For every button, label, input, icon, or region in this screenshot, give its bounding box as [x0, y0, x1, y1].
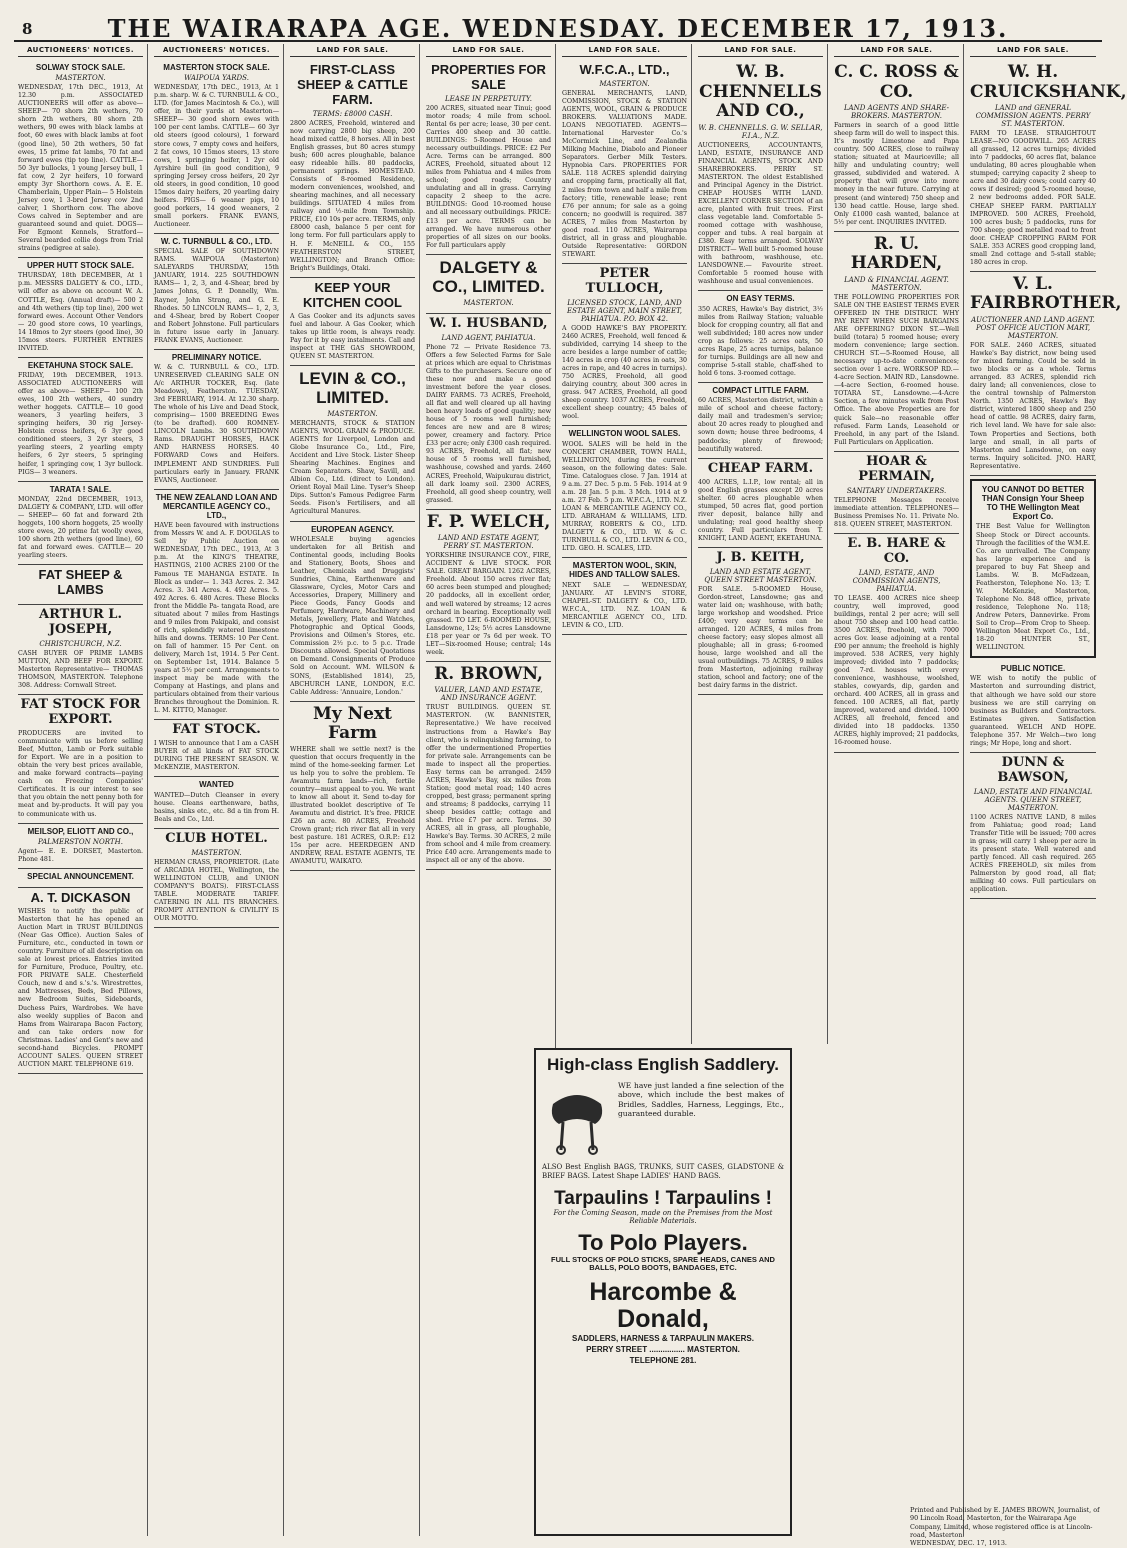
advertisement: [970, 272, 1122, 476]
advertisement-body: NEXT SALE — WEDNESDAY, JANUARY. AT LEVIN'S STORE, CHAPEL-ST. DALGETY & CO., LTD. W.F.C.A., LTD. N.Z. LOAN & MERCANTILE AGENCY CO., LTD. LEVIN & CO., LTD.: [562, 581, 687, 629]
advertisement-title: A. T. DICKASON: [30, 890, 131, 906]
column-7: [830, 44, 964, 1536]
column-header: LAND FOR SALE.: [834, 44, 959, 57]
advertisement-title: CLUB HOTEL.: [165, 830, 268, 846]
column-header: LAND FOR SALE.: [698, 44, 823, 57]
advertisement-title: F. P. WELCH,: [426, 511, 551, 532]
advertisement: [154, 490, 279, 721]
advertisement-title: MEILSOP, ELIOTT AND CO.,: [27, 826, 134, 836]
advertisement: [18, 60, 143, 258]
advertisement-title: W. B. CHENNELLS AND CO.,: [699, 62, 822, 122]
advertisement-body: WHERE shall we settle next? is the question that occurs frequently in the mind of the home-seeking farmer. Let us help you to solve the problem. Te Awamutu farm lands—rich, fertile country—must appeal to you. We want to know all about it. Send to-day for illustrated booklet descriptive of Te Awamutu and district. It's free. PRICE £26 an acre. 80 ACRES, Freehold Crown grant; rich river flat all in very best pasture. 181 ACRES, O.R.P.: £12 15s per acre. HEERDEGEN AND ANDREW, REAL ESTATE AGENTS, TE AWAMUTU, WAIKATO.: [290, 745, 415, 866]
advertisement: [562, 558, 687, 635]
advertisement: [698, 383, 823, 459]
imprint-text: Printed and Published by E. JAMES BROWN, Journalist, of 90 Lincoln Road, Masterton, for the Wairarapa Age Company, Limited, whose registered office is at Lincoln-road, Masterton.: [910, 1506, 1100, 1539]
advertisement-subtitle: AUCTIONEER AND LAND AGENT. POST OFFICE AUCTION MART, MASTERTON.: [971, 315, 1095, 340]
advertisement-title: WANTED: [199, 780, 234, 790]
advertisement-body: WE wish to notify the public of Masterton and surrounding district, that although we have sold our store business we are still carrying on business as Builders and Contractors. Estimates given. Satisfaction guaranteed. WELCH AND HOPE. Telephone 357. Mr Welch—two long rings; Mr Hope, long and short.: [970, 675, 1096, 747]
advertisement-title: SOLWAY STOCK SALE.: [35, 63, 126, 72]
advertisement-body: Phone 72 — Private Residence 73. Offers a few Selected Farms for Sale at prices which are equal to Christmas Gifts to the purchasers. Secure one of these now and make a good investment before the year closes. DAIRY FARMS. 73 ACRES, Freehold, all flat and well cleared up all having been heavy loads of good quality; new house of 5 rooms well furnished; fences are new and are 8 wires; power, creamery and factory. Price £33 per acre; only £300 cash required. 93 ACRES, Freehold, all flat; new house of 5 rooms well furnished, washhouse, cowshed and yards. 2460 ACRES, Freehold, Waipukurau district, all dark loamy soil. 2300 ACRES, Freehold, all good sheep country, well grassed.: [426, 343, 551, 504]
advertisement-subtitle: VALUER, LAND AND ESTATE, AND INSURANCE AGENT.: [434, 686, 543, 703]
publisher-imprint: [910, 1506, 1100, 1548]
column-1: [14, 44, 148, 1536]
advertisement: [18, 869, 143, 888]
advertisement: [154, 720, 279, 777]
advertisement-title: PETER TULLOCH,: [585, 265, 664, 296]
advertisement: [970, 479, 1096, 659]
advertisement-title: SPECIAL ANNOUNCEMENT.: [27, 871, 134, 881]
advertisement-body: TO LEASE. 400 ACRES nice sheep country, well improved, good buildings, rental 2 per acre; will sell about 750 sheep and 100 head cattle. 3500 ACRES, freehold, with 7000 acres Gov. lease adjoining at a rental £90 per annum; the freehold is highly improved. 538 ACRES, very highly improved; divided into 7 paddocks; good 7-rd. houses with every convenience, washhouse, woolshed, stables, cowyards, dip, garden and orchard. 400 ACRES, all in grass and fenced. 100 ACRES, all flat, partly improved, watered and divided. 1000 ACRES, all freehold, fenced and divided into 18 paddocks. 1350 ACRES, highly improved; 21 paddocks, 16-roomed house.: [834, 594, 960, 747]
saddlery-title: High-class English Saddlery.: [546, 1055, 780, 1074]
advertisement-subtitle: MASTERTON.: [327, 409, 378, 418]
advertisement-body: CASH BUYER OF PRIME LAMBS MUTTON, AND BEEF FOR EXPORT. Masterton Representative— THOMAS THOMSON, MASTERTON. Telephone 308. Address: Cornwall Street.: [18, 649, 143, 690]
advertisement: [834, 60, 959, 232]
advertisement-title: TARATA ! SALE.: [49, 484, 112, 494]
advertisement-body: WANTED—Dutch Cleanser in every house. Cleans earthenware, baths, basins, sinks etc., etc. 8d a tin from H. Beals and Co., Ltd.: [154, 791, 279, 823]
column-6: [694, 44, 828, 1044]
advertisement-title: FAT STOCK FOR EXPORT.: [20, 697, 141, 728]
saddlery-phone: TELEPHONE 281.: [629, 1356, 697, 1366]
advertisement-body: 200 ACRES, situated near Tinui; good motor roads; 4 mile from school. Rental 6s per acre; lease, 30 per cent. Carries 400 sheep and 30 cattle. BUILDINGS: 5-Roomed House and necessary outbuildings. PRICE: £2 Per Acre. Terms can be arranged. 800 ACRES, Freehold, situated about 12 miles from Pahiatua and 4 miles from school; good roads; Country undulating and all in grass. Carrying capacity 2 sheep to the acre. BUILDINGS: Good 10-roomed house and all necessary outbuildings. PRICE: £13 per acre. TERMS can be arranged. We have numerous other properties of all sizes on our books. For full particulars apply: [426, 104, 551, 249]
masthead: [14, 14, 1102, 42]
advertisement: [18, 482, 143, 566]
polo-heading: To Polo Players.: [578, 1230, 748, 1256]
advertisement-body: FRIDAY, 19th DECEMBER, 1913. ASSOCIATED AUCTIONEERS will offer as above— SHEEP— 100 2th ewes, 100 2th wethers, 40 sundry wether hoggets. CATTLE— 10 good weaners, 3 yearling heifers, 3 springing heifers, 30 rig Jersey-Holstein cross heifers, 6 3yr good conditioned steers, 3 2yr steers, 3 yearling steers, 2 yearling empty heifers, 6 2yr steers, 5 springing heifer, 1 springing cow, 1 3yr bullock. PIGS— 3 weaners.: [18, 372, 143, 476]
advertisement: [290, 278, 415, 366]
newspaper-title: THE WAIRARAPA AGE. WEDNESDAY. DECEMBER 17, 1913.: [107, 14, 1009, 43]
column-header: AUCTIONEERS' NOTICES.: [18, 44, 143, 57]
advertisement-title: My Next Farm: [313, 703, 392, 744]
advertisement-body: WISHES to notify the public of Masterton that he has opened an Auction Mart in TRUST BUILDINGS (Near Gas Office). Auction Sales of Furniture, etc., conducted in town or country. Furniture of all description on sale at lowest prices. Entries invited for Furniture, Produce, Poultry, etc. FOR PRIVATE SALE. Chesterfield Couch, new d and s.'s.'s. Wirestrettes, and Mattresses, Beds, Bed Pillows, new Bedroom Suites, Sideboards, Duchess Pairs, Wardrobes. We have also weekly supplies of Bacon and Hams from Wairarapa Bacon Factory, and can take orders now for Christmas. Ladies' and Gent's new and second-hand Bicycles. PROMPT ACCOUNT SALES. QUEEN STREET AUCTION MART. TELEPHONE 619.: [18, 907, 143, 1068]
advertisement-title: KEEP YOUR KITCHEN COOL: [303, 279, 402, 310]
advertisement-title: E. B. HARE & CO.: [847, 535, 946, 566]
advertisement: [290, 60, 415, 278]
advertisement-body: HAVE been favoured with instructions from Messrs W. and A. F. DOUGLAS to Sell by Public Auction on WEDNESDAY, 17th DEC., 1913, At 3 p.m. At the KING'S THEATRE, HASTINGS, 2100 ACRES 2100 Of the Famous TE MAHANGA ESTATE. In Block as under— 1. 343 Acres. 2. 342 Acres. 3. 341 Acres. 4. 492 Acres. 5. 492 Acres. 6. 480 Acres. These Blocks front the Middle Pa- tangata Road, are situated about 7 miles from Hastings and 9 miles from Pakipaki, and consist of rich, splendidly watered limestone hills and downs. TERMS: 10 Per Cent. on fall of hammer. 15 Per Cent. on delivery, March 1st, 1914. 5 Per Cent. on September 1st, 1914. Balance 5 years at 5½ per cent. Arrangements to inspect may be made with the Company at Hastings, and plans and particulars obtained from their various Branches throughout the Dominion. R. L. M. KITTO, Manager.: [154, 522, 279, 715]
advertisement-title: THE NEW ZEALAND LOAN AND MERCANTILE AGENCY CO., LTD.,: [155, 492, 278, 521]
advertisement-body: GENERAL MERCHANTS, LAND, COMMISSION, STOCK & STATION AGENTS, WOOL, GRAIN & PRODUCE BROKERS. VALUATIONS MADE. LOANS NEGOTIATED. AGENTS—International Harvester Co.'s McCormick Line, and Zealandia Milking Machine, Diabolo and Pioneer Separators. Gerber Milk Testers. Hypnobia Cars. PROPERTIES FOR SALE. 118 ACRES splendid dairying and cropping farm, practically all flat, 2 miles from town and half a mile from factory; title, renewable lease; rent £76 per annum; for sale as a going concern; no goodwill is required. 387 ACRES, 7 miles from Masterton by good road. 110 ACRES, Wairarapa district, all in grass and ploughable. Outside Representative: GORDON STEWART.: [562, 89, 687, 258]
advertisement-body: 1100 ACRES NATIVE LAND, 8 miles from Pahiatua; good road; Land Transfer Title will be issued; 700 acres in grass; will carry 1 sheep per acre in its present state. Well watered and partly fenced. All cash required. 265 ACRES FREEHOLD, six miles from Palmerston by good road, all flat; milking 40 cows. Full particulars on application.: [970, 813, 1096, 894]
advertisement: [834, 232, 959, 452]
advertisement-body: THURSDAY, 18th DECEMBER, At 1 p.m. MESSRS DALGETY & CO., LTD., will offer as above on account W. A. COTTLE, Esq. (Annual draft)— 500 2 and 4th wethers (tip top line), 200 wet forward ewes. Account Other Vendors— 20 good store cows, 10 yearlings, 14 18mos to 2yr steers (good line), 30 15mos steers. FURTHER ENTRIES INVITED.: [18, 272, 143, 352]
advertisement-body: A Gas Cooker and its adjuncts saves fuel and labour. A Gas Cooker, which takes up little room, is always ready. Pay for it by easy instalments. Call and inspect at THE GAS SHOWROOM, QUEEN ST. MASTERTON.: [290, 312, 415, 360]
advertisement-body: SPECIAL SALE OF SOUTHDOWN RAMS. WAIPOUA (Masterton) SALEYARDS THURSDAY, 15th JANUARY, 1914. 225 SOUTHDOWN RAMS— 1, 2, 3, and 4-Shear, bred by James Johns, G. P. Donnelly, Wm. Rayner, John Strang, and G. E. Rhodes. 50 LINCOLN RAMS— 1, 2, 3, and 4-Shear, bred by Robert Cooper and Robert Johnstone. Full particulars in future issue early in January. FRANK EVANS, Auctioneer.: [154, 248, 279, 344]
column-3: [286, 44, 420, 1536]
advertisement: [970, 753, 1096, 899]
saddlery-bags: ALSO Best English BAGS, TRUNKS, SUIT CASES, GLADSTONE & BRIEF BAGS. Latest Shape LADIES' HAND BAGS.: [542, 1162, 784, 1180]
advertisement: [18, 695, 143, 823]
advertisement-title: FIRST-CLASS SHEEP & CATTLE FARM.: [297, 62, 408, 107]
advertisement-body: WEDNESDAY, 17th DEC., 1913, At 12.30 p.m. ASSOCIATED AUCTIONEERS will offer as above— SHEEP— 70 shorn 2th wethers, 70 shorn 2th wethers, 80 shorn 2th wethers, 90 ewes with black lambs at foot, 60 ewes with black lambs at foot (good line), 50 2th wethers, 50 fat ewes, 15 prime fat lambs, 70 fat and forward ewes (tip top line). CATTLE— 50 3yr bullocks, 1 young Jersey bull, 1 fat cow, 2 2yr heifers, 10 forward empty 3yr Shorthorn cows. A. E. E. Chamberlain, Upper Plain— 5 Holstein Jersey cow, 1 3-bred Jersey cow 2nd calver, 1 Shorthorn cow. The above Cows calved in September and are guaranteed sound and quiet. DOGS— For Egmont Kennels, Stratford— Several bearded collie dogs from Trial strains (pedigree at sale).: [18, 84, 143, 253]
advertisement-body: WOOL SALES will be held in the CONCERT CHAMBER, TOWN HALL, WELLINGTON, during the current season, on the following dates: Sale. Time. Catalogues close. 7 Jan. 1914 at 9 a.m. 27 Dec. 5 p.m. 5 Feb. 1914 at 9 a.m. 28 Jan. 5 p.m. 3 Mch. 1914 at 9 a.m. 27 Feb. 5 p.m. W.F.C.A., LTD. N.Z. LOAN & MERCANTILE AGENCY CO., LTD. ABRAHAM & WILLIAMS, LTD. MURRAY, ROBERTS & CO., LTD. DALGETY & CO., LTD. W. & C. TURNBULL & CO., LTD. LEVIN & CO., LTD. GEO. H. SCALES, LTD.: [562, 440, 687, 553]
advertisement-subtitle: LAND and GENERAL COMMISSION AGENTS. PERRY ST. MASTERTON.: [975, 104, 1091, 129]
advertisement: [698, 548, 823, 696]
advertisement-title: W.F.C.A., LTD.,: [579, 62, 670, 77]
advertisement-title: DUNN & BAWSON,: [997, 754, 1069, 785]
advertisement-subtitle: MASTERTON.: [55, 74, 106, 83]
advertisement-title: YOU CANNOT DO BETTER THAN Consign Your Sheep TO THE Wellington Meat Export Co.: [981, 484, 1085, 522]
advertisement-subtitle: WAIPOUA YARDS.: [184, 74, 249, 83]
advertisement-body: Farmers in search of a good little sheep farm will do well to inspect this. It's mostly Limestone and Papa country. 500 ACRES, close to railway station; situated at Mauriceville; all hilly and undulating country; well grassed, subdivided and watered. A property that will grow into more money in the near future. Carrying at present (and wintered) 750 sheep and 130 head cattle. House, large shed. Only £1000 cash wanted, balance at 5½ per cent. INQUIRIES INVITED.: [834, 122, 959, 226]
column-header: AUCTIONEERS' NOTICES.: [154, 44, 279, 57]
column-header: LAND FOR SALE.: [562, 44, 687, 57]
advertisement-body: 60 ACRES, Masterton district, within a mile of school and cheese factory; daily mail and tradesmen's service; about 20 acres ready to ploughed and sown down; house three bedrooms, 4 paddocks; plenty of firewood; beautifully watered.: [698, 397, 823, 453]
advertisement-title: PRELIMINARY NOTICE.: [171, 352, 262, 362]
advertisement: [426, 662, 551, 870]
advertisement: [18, 888, 143, 1074]
advertisement: [154, 350, 279, 490]
advertisement: [18, 824, 143, 869]
advertisement-title: MASTERTON STOCK SALE.: [163, 63, 270, 72]
advertisement: [426, 314, 551, 510]
advertisement-title: R. U. HARDEN,: [850, 233, 943, 274]
column-header: LAND FOR SALE.: [290, 44, 415, 57]
advertisement-body: FOR SALE. 5-ROOMED House, Gordon-street, Lansdowne; gas and water laid on; washhouse, with bath; large workshop and woodshed. Price £400; very easy terms can be arranged. 120 ACRES, 4 miles from cheese factory; easy slopes almost all ploughable; all in grass; 6-roomed house, large woolshed and all the usual outbuildings. 75 ACRES, 9 miles from Masterton, adjoining railway station, school and factory; one of the best dairy farms in the district.: [698, 585, 823, 690]
advertisement: [290, 522, 415, 702]
saddlery-advertisement: [534, 1048, 792, 1536]
advertisement-body: W. & C. TURNBULL & CO., LTD. UNRESERVED CLEARING SALE ON A/c ARTHUR TOCKER, Esq. (late Meadows), Featherston. TUESDAY, 3rd FEBRUARY, 1914. At 12.30 sharp. The whole of his Live and Dead Stock, comprising— 1500 BREEDING Ewes (to be drafted). 600 ROMNEY-LINCOLN Lambs. 30 SOUTHDOWN Rams. DRAUGHT HORSES, HACK AND HARNESS HORSES. 40 FORWARD Cows and Heifers. IMPLEMENT AND SUNDRIES. Full particulars early in January. FRANK EVANS, Auctioneer.: [154, 363, 279, 484]
advertisement-subtitle: PALMERSTON NORTH.: [38, 837, 123, 846]
tarpaulins-heading: Tarpaulins ! Tarpaulins !: [554, 1187, 772, 1209]
advertisement: [426, 60, 551, 255]
advertisement-title: COMPACT LITTLE FARM.: [712, 386, 809, 396]
imprint-date: WEDNESDAY, DEC. 17, 1913.: [910, 1539, 1007, 1548]
saddle-illustration-icon: [542, 1081, 612, 1159]
advertisement-title: ARTHUR L. JOSEPH,: [39, 607, 122, 637]
advertisement-title: CHEAP FARM.: [707, 460, 814, 476]
advertisement-title: DALGETY & CO., LIMITED.: [432, 257, 545, 297]
advertisement-title: W. I. HUSBAND,: [429, 315, 548, 331]
advertisement: [18, 258, 143, 358]
advertisement-title: MASTERTON WOOL, SKIN, HIDES AND TALLOW SALES.: [569, 561, 680, 580]
advertisement-subtitle: LAND & FINANCIAL AGENT. MASTERTON.: [844, 275, 949, 292]
column-5: [558, 44, 692, 1044]
advertisement-subtitle: W. B. CHENNELLS. G. W. SELLAR, F.I.A., N.Z.: [698, 123, 823, 140]
advertisement-title: C. C. ROSS & CO.: [834, 62, 959, 102]
advertisement-body: MONDAY, 22nd DECEMBER, 1913, DALGETY & COMPANY, LTD. will offer— SHEEP— 60 fat and forward 2th hoggets, 100 shorn hoggets, 25 woolly store ewes, 20 prime fat woolly ewes, 100 shorn 2th wethers (good line), 60 fat and forward ewes. CATTLE— 20 yearling steers.: [18, 495, 143, 560]
advertisement-title: EKETAHUNA STOCK SALE.: [27, 360, 134, 370]
advertisement-body: FOR SALE. 2460 ACRES, situated Hawke's Bay district, now being used for mixed farming. Could be sold in two blocks or as a whole. Terms arranged. 83 ACRES, splendid rich dairy land; all conveniences, close to the central township of Palmerston North. 1350 ACRES, Hawke's Bay district, wintered 1800 sheep and 250 head of cattle. 98 ACRES, dairy farm, rich level land. We have for sale also: Town Properties and Sections, both large and small, in all parts of Masterton and Lansdowne, on easy terms. Inquiry solicited. JNO. HART, Representative.: [970, 341, 1096, 470]
advertisement: [154, 777, 279, 828]
advertisement-body: THE FOLLOWING PROPERTIES FOR SALE ON THE EASIEST TERMS EVER OFFERED IN THE DISTRICT. WHY PAY RENT WHEN SUCH BARGAINS ARE OFFERING? DIXON ST.—Well build (totara) 5 roomed house; every modern convenience; large section. CHURCH ST.—5-Roomed House, all necessary up-to-date conveniences; section over 1 acre. WORKSOP RD.—4-acre Section. MAIN RD., Lansdowne.—4-acre Section, 6-roomed house. TOTARA ST., Lansdowne.—4-Acre Section, a few minutes walk from Post Office. The above Properties are for quick Sale—no reasonable offer refused. Farm Lands, Leasehold or Freehold, in any part of the Island. Full Particulars on Application.: [834, 293, 959, 446]
advertisement: [426, 510, 551, 662]
advertisement-body: PRODUCERS are invited to communicate with us before selling Beef, Mutton, Lamb or Pork suitable for Export. We are in a position to obtain the very best prices available, and make forward contracts—paying cash on Freezing Companies' Certificates. It is our interest to see that you obtain the nett penny both for meat and by-products. It will pay you to communicate with us.: [18, 730, 143, 818]
advertisement: [290, 702, 415, 872]
advertisement-body: 2800 ACRES, Freehold, wintered and now carrying 2800 big sheep, 200 head mixed cattle, 8 horses. All in best English grasses, but 80 acres stumpy bush; 600 acres ploughable, balance easy rideable hills. 80 paddocks, permanent springs. HOMESTEAD. Consists of 8-roomed Residence, modern conveniences, woolshed, and shearing machines, and all necessary buildings. SITUATED 4 miles from railway and ½-mile from Township. PRICE, £10 10s per acre. TERMS, only £8000 cash, balance 5 per cent for long term. For full particulars apply to H. F. McNEILL & CO., 155 FEATHERSTON STREET, WELLINGTON; and Branch Office: Bright's Buildings, Otaki.: [290, 119, 415, 272]
advertisement: [18, 358, 143, 482]
advertisement-title: EUROPEAN AGENCY.: [311, 524, 394, 534]
advertisement: [698, 60, 823, 291]
advertisement-body: A GOOD HAWKE'S BAY PROPERTY. 2460 ACRES, Freehold, well fenced & subdivided, carrying 14 sheep to the acre besides a large number of cattle; 140 acres in crop (40 acres in oats, 30 acres in rape, and 40 acres in turnips). 750 ACRES, Freehold, all good dairying country, about 300 acres in grass. 947 ACRES, Freehold, all good sheep country. 1037 ACRES, Freehold, excellent sheep country; 45 bales of wool.: [562, 324, 687, 421]
advertisement-subtitle: LICENSED STOCK, LAND, AND ESTATE AGENT, MAIN STREET, PAHIATUA. P.O. BOX 42.: [567, 298, 682, 323]
column-2: [150, 44, 284, 1536]
advertisement-subtitle: MASTERTON.: [191, 848, 242, 857]
advertisement-title: W. C. TURNBULL & CO., LTD.: [160, 237, 273, 247]
advertisement-title: FAT SHEEP & LAMBS: [38, 567, 123, 598]
advertisement-body: 350 ACRES, Hawke's Bay district, 3½ miles from Railway Station; valuable block for cropping country, all flat and well subdivided; 180 acres now under crop as follows: 25 acres oats, 50 acres Rape, 25 acres turnips, balance for turnips. Buildings are all new and comprise 5-stall stable, chaff-shed to hold 6 tons. 3-roomed cottage.: [698, 305, 823, 378]
advertisement: [562, 426, 687, 558]
saddlery-address: PERRY STREET ................ MASTERTON.: [586, 1345, 740, 1355]
advertisement: [154, 60, 279, 234]
advertisement: [970, 661, 1096, 753]
advertisement-title: R. BROWN,: [434, 663, 543, 684]
advertisement-body: 400 ACRES, L.I.P., low rental; all in good English grasses except 20 acres shelter. 60 acres ploughable when stumped, 50 acres flat, good portion river deposit, balance hilly and undulating; real good healthy sheep country. Full particulars from T. KNIGHT, LAND AGENT, EKETAHUNA.: [698, 478, 823, 542]
advertisement-body: THE Best Value for Wellington Sheep Stock or Direct accounts. Through the facilities of the W.M.E. Co. are unrivalled. The Company has large experience and is prepared to buy Fat Sheep and Lambs. W. B. McFadzean, Featherston, Telephone No. 13; T. W. McKenzie, Masterton, Telephone No. 848 office, private residence, Telephone No. 118; Andrew Peters, Dannevirke. From Soil to Crop—From Crop to Sheep. Wellington Meat Export Co., Ltd., 18-20 HUNTER ST., WELLINGTON.: [976, 523, 1090, 652]
advertisement: [698, 291, 823, 383]
tarpaulins-note: For the Coming Season, made on the Premises from the Most Reliable Materials.: [553, 1209, 773, 1226]
advertisement: [698, 459, 823, 548]
advertisement: [18, 605, 143, 695]
advertisement-subtitle: SANITARY UNDERTAKERS.: [846, 486, 947, 495]
advertisement: [290, 366, 415, 522]
advertisement-body: AUCTIONEERS, ACCOUNTANTS, LAND, ESTATE, INSURANCE AND FINANCIAL AGENTS, STOCK AND SHAREBROKERS. PERRY ST. MASTERTON. The oldest Established and Principal Agency in the District. CHEAP HOUSES WITH LAND. EXCELLENT CORNER SECTION of an acre, planted with fruit trees. First class vegetable land. Comfortable 5-roomed cottage with washhouse, copper and tubs. A real bargain at £380. Easy terms arranged. SOLWAY DISTRICT— Well built 5-roomed house with bathroom, washhouse, etc. LANSDOWNE.— Favourite street. Comfortable 5 roomed house with washhouse and usual conveniences.: [698, 141, 823, 286]
advertisement: [18, 565, 143, 605]
advertisement: [970, 60, 1127, 272]
advertisement-subtitle: TERMS: £8000 CASH.: [312, 109, 393, 118]
advertisement-body: MERCHANTS, STOCK & STATION AGENTS, WOOL GRAIN & PRODUCE. AGENTS for Liverpool, London and Globe Insurance Co., Ltd., Fire, Accident and Live Stock. Lister Sheep Shearing Machines. Engines and Cream Separators. Shaw, Savill, and Albion Co., Ltd. (direct to London). Orient Royal Mail Line. Tyser's Sheep Dips. Sutton's Famous Pedigree Farm Seeds. Fison's Fertilisers, and all Agricultural Manures.: [290, 419, 415, 516]
advertisement: [562, 60, 687, 264]
advertisement-body: YORKSHIRE INSURANCE COY., FIRE, ACCIDENT & LIVE STOCK. FOR SALE. GREAT BARGAIN. 1262 ACRES, Freehold. About 150 acres river flat; 60 acres been stumped and ploughed; 20 paddocks, all in excellent order, and well watered by streams; 12 acres orchard in bearing. Exceptionally well grassed. TO LET. 6-ROOMED HOUSE, Lansdowne, 12s; 5½ acres Lansdowne £18 per year or 7s 6d per week. TO LET—Six-roomed House; central; 14s week.: [426, 552, 551, 656]
advertisement-subtitle: LEASE IN PERPETUITY.: [445, 94, 532, 103]
advertisement-title: FAT STOCK.: [172, 722, 261, 738]
advertisement-body: HERMAN CRASS, PROPRIETOR. (Late of ARCADIA HOTEL, Wellington, the WELLINGTON CLUB, and UNION COMPANY'S BOATS). FIRST-CLASS TABLE. MODERATE TARIFF. CATERING IN ALL ITS BRANCHES. PROMPT ATTENTION & CIVILITY IS OUR MOTTO.: [154, 858, 279, 923]
advertisement-title: HOAR & PERMAIN,: [858, 453, 935, 484]
advertisement: [154, 234, 279, 350]
advertisement-subtitle: LAND AND ESTATE AGENT, QUEEN STREET MASTERTON.: [704, 567, 817, 584]
advertisement-subtitle: CHRISTCHURCH, N.Z.: [39, 639, 122, 648]
advertisement-subtitle: LAND AND ESTATE AGENT, PERRY ST. MASTERTON.: [437, 534, 540, 551]
advertisement-body: I WISH to announce that I am a CASH BUYER of all kinds of FAT STOCK DURING THE PRESENT SEASON. W. McKENZIE, MASTERTON.: [154, 740, 279, 772]
advertisement: [834, 452, 959, 534]
saddlery-intro: WE have just landed a fine selection of the above, which include the best makes of Bridles, Saddles, Harness, Leggings, Etc., guaranteed durable.: [618, 1080, 784, 1119]
advertisement-title: PROPERTIES FOR SALE: [431, 62, 546, 92]
advertisement-body: WEDNESDAY, 17th DEC., 1913, At 1 p.m. sharp. W. & C. TURNBULL & CO., LTD. (for James Macintosh & Co.), will offer, in their yards at Masterton— SHEEP— 30 good shorn ewes with 100 per cent lambs. CATTLE— 60 3yr old steers (good colours), 1 forward store cows, 7 empty cows and heifers, 2 fat cows, 10 15mos steers, 13 store cows, 1 springing heifer, 1 2yr old Ayrshire bull (in good condition), 9 springing Jersey cross heifers, 20 2yr old steers, in good condition, 10 good 15mos dairy heifers, 20 yearling dairy heifers. PIGS— 6 weaner pigs, 10 good porkers, 14 good weaners, 2 small porkers. FRANK EVANS, Auctioneer.: [154, 84, 279, 228]
advertisement-title: ON EASY TERMS.: [726, 294, 795, 304]
advertisement-subtitle: LAND, ESTATE, AND COMMISSION AGENTS, PAHIATUA.: [852, 568, 941, 593]
saddlery-firm-name: Harcombe & Donald,: [589, 1277, 737, 1334]
saddlery-firm-sub: SADDLERS, HARNESS & TARPAULIN MAKERS.: [572, 1333, 754, 1343]
advertisement-title: WELLINGTON WOOL SALES.: [568, 429, 681, 439]
page-number: 8: [22, 20, 33, 38]
advertisement-body: TRUST BUILDINGS. QUEEN ST. MASTERTON. (W. BANNISTER, Representative.) We have received instructions from a Hawke's Bay client, who is relinquishing farming, to offer the undermentioned Properties for private sale. Arrangements can be made to inspect all the properties. Easy terms can be arranged. 2459 ACRES, Hawke's Bay, six miles from Station; good metal road; 140 acres cropped, best grass; permanent spring and streams; 8 paddocks, carrying 11 sheep besides cattle; cottage and shed. Price £7 per acre. Terms. 30 ACRES, all in grass, all ploughable, Hawke's Bay. Terms. 30 ACRES, 2 mile from school and 4 mile from creamery. Price £40 acre. Arrangements made to inspect all or any of the above.: [426, 704, 551, 865]
advertisement-body: Agent— E. E. DORSET, Masterton. Phone 481.: [18, 847, 143, 863]
advertisement-body: WHOLESALE buying agencies undertaken for all British and Continental goods, including Books and Stationery, Boots, Shoes and Leather, Chemicals and Druggists' Sundries, China, Earthenware and Glassware, Cycles, Motor Cars and Accessories, Drapery, Millinery and Piece Goods, Fancy Goods and Perfumery, Hardware, Machinery and Metals, Jewellery, Plate and Watches, Photographic and Optical Goods, Provisions and Oilmen's Stores, etc. Commission 2½ p.c. to 5 p.c. Trade Discounts allowed. Special Quotations on Demand. Consignments of Produce Sold on Account. WM. WILSON & SONS, (Established 1814), 25, ABCHURCH LANE, LONDON, E.C. Cable Address: 'Annuaire, London.': [290, 535, 415, 696]
advertisement: [426, 255, 551, 314]
advertisement-subtitle: LAND, ESTATE AND FINANCIAL AGENTS. QUEEN STREET, MASTERTON.: [973, 787, 1093, 812]
advertisement-subtitle: MASTERTON.: [599, 79, 650, 88]
advertisement-subtitle: LAND AGENT, PAHIATUA.: [441, 333, 536, 342]
column-header: LAND FOR SALE.: [970, 44, 1096, 57]
advertisement-title: PUBLIC NOTICE.: [1000, 664, 1066, 674]
polo-note: FULL STOCKS OF POLO STICKS, SPARE HEADS, CANES AND BALLS, POLO BOOTS, BANDAGES, ETC.: [551, 1254, 775, 1273]
advertisement-body: FARM TO LEASE. STRAIGHTOUT LEASE—NO GOODWILL. 265 ACRES all grassed, 12 acres turnips; divided into 7 paddocks, 60 acres flat, balance undulating, 80 acres ploughable when stumped; carrying capacity 2 sheep to acre and 30 dairy cows; could carry 40 cows if desired; good 5-roomed house, 2 new bedrooms added. FOR SALE. CHEAP SHEEP FARM. PARTIALLY IMPROVED. 500 ACRES, Freehold, 100 acres bush; 5 paddocks, runs for 700 sheep; good metalled road to front door. CHEAP CROPPING FARM FOR SALE. 353 ACRES good cropping land, small 2nd cottage and 5-stall stable; 180 acres in crop.: [970, 130, 1096, 266]
advertisement: [562, 264, 687, 426]
advertisement-subtitle: LAND AGENTS AND SHARE-BROKERS. MASTERTON.: [843, 104, 950, 121]
advertisement-title: LEVIN & CO., LIMITED.: [299, 368, 406, 408]
advertisement-subtitle: MASTERTON.: [463, 298, 514, 307]
advertisement-title: J. B. KEITH,: [716, 549, 805, 565]
column-header: LAND FOR SALE.: [426, 44, 551, 57]
column-8: [966, 44, 1127, 1536]
advertisement-title: W. H. CRUICKSHANK,: [970, 62, 1127, 102]
advertisement-title: V. L. FAIRBROTHER,: [970, 273, 1122, 314]
advertisement-body: TELEPHONE Messages receive immediate attention. TELEPHONES— Business Premises No. 11. Private No. 818. QUEEN STREET, MASTERTON.: [834, 496, 959, 528]
advertisement: [834, 534, 959, 753]
advertisement: [154, 829, 279, 928]
advertisement-title: UPPER HUTT STOCK SALE.: [27, 261, 134, 271]
